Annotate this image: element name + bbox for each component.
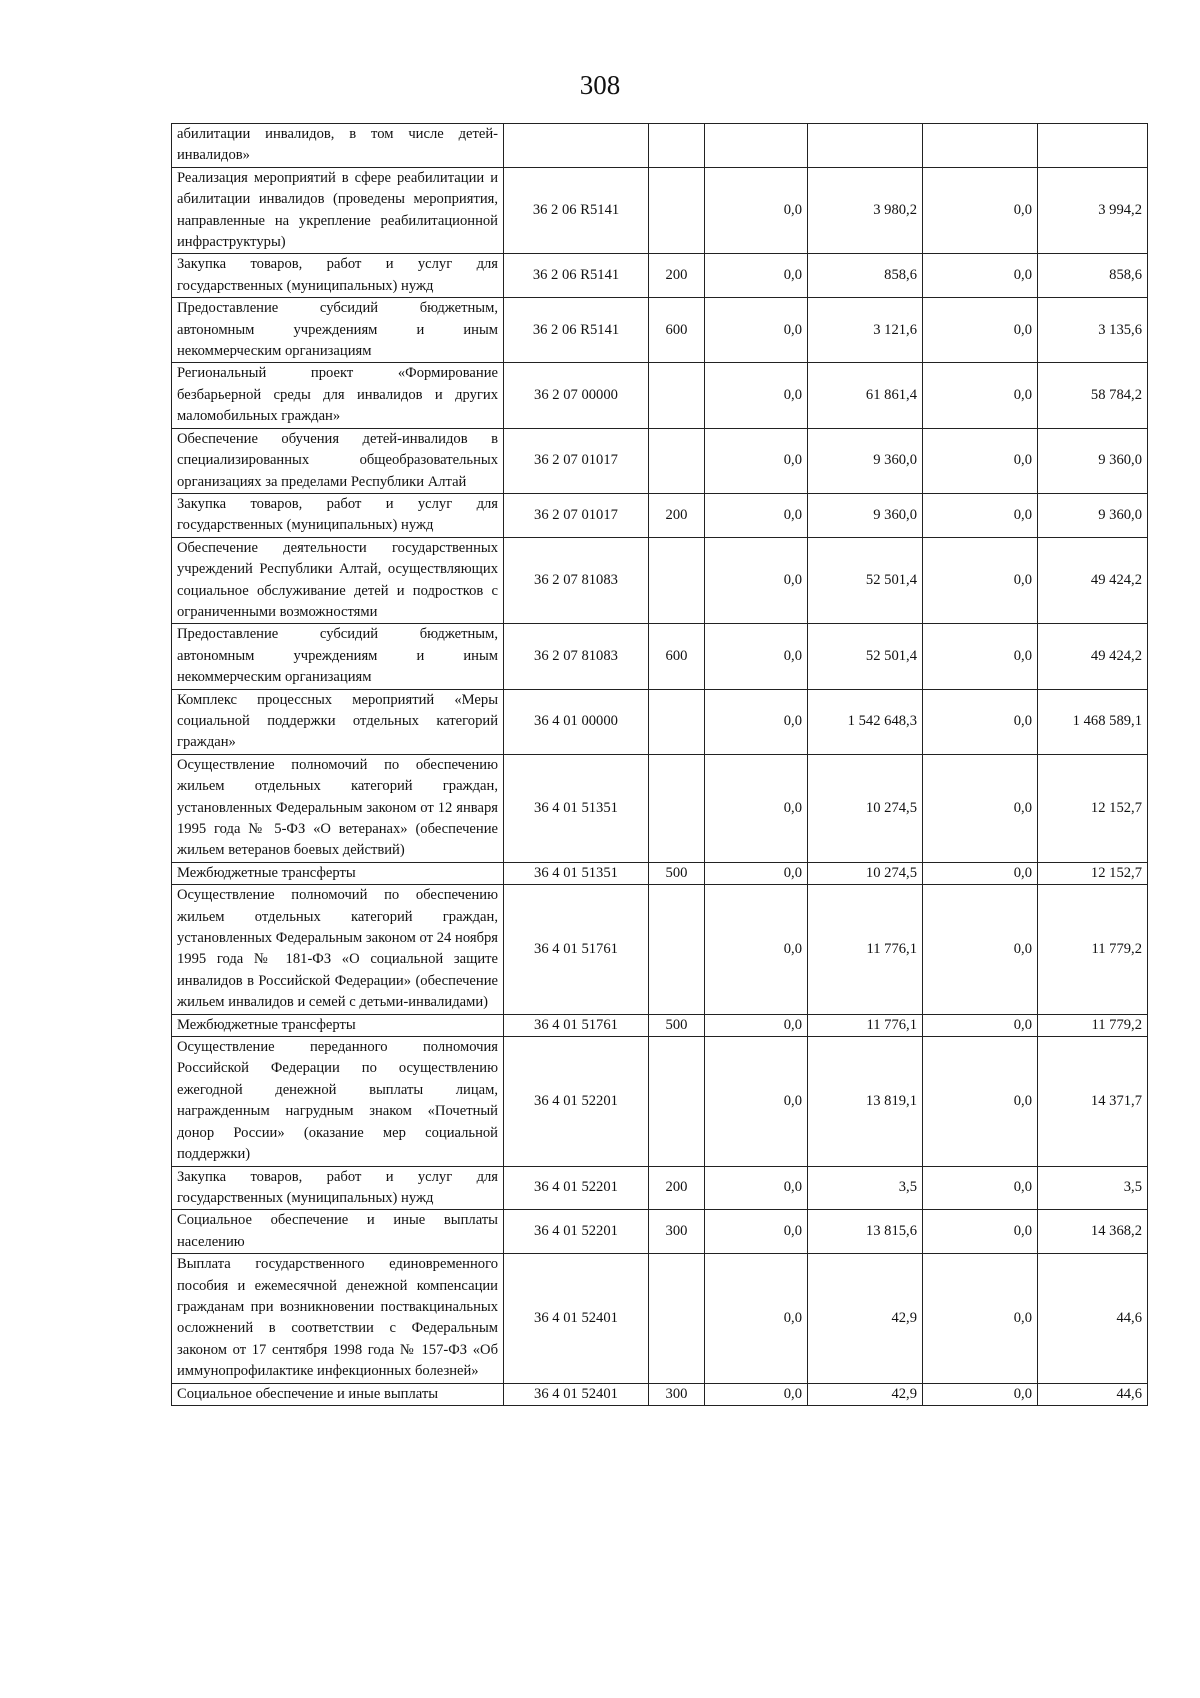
row-value-2: 9 360,0: [808, 493, 923, 537]
row-value-2: 9 360,0: [808, 428, 923, 493]
row-value-1: 0,0: [705, 885, 808, 1014]
row-name: Региональный проект «Формирование безбарьерной среды для инвалидов и других маломобильных граждан»: [172, 363, 504, 428]
row-value-2: 3 980,2: [808, 167, 923, 254]
row-name: Социальное обеспечение и иные выплаты населению: [172, 1210, 504, 1254]
row-value-2: 3 121,6: [808, 298, 923, 363]
row-value-3: 0,0: [923, 1383, 1038, 1405]
row-value-1: 0,0: [705, 1166, 808, 1210]
table-row: [172, 1210, 1148, 1254]
row-expense-type: 200: [649, 1166, 705, 1210]
row-value-4: 14 371,7: [1038, 1037, 1148, 1166]
row-code: 36 4 01 51351: [504, 754, 649, 862]
row-expense-type: 300: [649, 1210, 705, 1254]
row-value-3: 0,0: [923, 254, 1038, 298]
table-row: [172, 254, 1148, 298]
row-code: 36 4 01 52401: [504, 1383, 649, 1405]
row-value-3: 0,0: [923, 363, 1038, 428]
row-value-4: 3 994,2: [1038, 167, 1148, 254]
row-value-4: [1038, 124, 1148, 168]
row-code: 36 4 01 00000: [504, 689, 649, 754]
row-code: [504, 124, 649, 168]
row-value-1: 0,0: [705, 1383, 808, 1405]
row-value-3: 0,0: [923, 298, 1038, 363]
table-row: [172, 298, 1148, 363]
row-name: Межбюджетные трансферты: [172, 1014, 504, 1036]
row-code: 36 4 01 52201: [504, 1037, 649, 1166]
row-code: 36 2 07 00000: [504, 363, 649, 428]
row-name: Обеспечение деятельности государственных учреждений Республики Алтай, осуществляющих социальное обслуживание детей и подростков с ограниченными возможностями: [172, 537, 504, 624]
row-name: Предоставление субсидий бюджетным, автономным учреждениям и иным некоммерческим организациям: [172, 298, 504, 363]
row-expense-type: [649, 124, 705, 168]
table-row: [172, 862, 1148, 884]
budget-table: [171, 123, 1148, 1406]
row-code: 36 2 06 R5141: [504, 298, 649, 363]
row-code: 36 4 01 51761: [504, 1014, 649, 1036]
row-value-4: 3 135,6: [1038, 298, 1148, 363]
row-expense-type: [649, 363, 705, 428]
row-value-4: 49 424,2: [1038, 537, 1148, 624]
row-value-2: 10 274,5: [808, 754, 923, 862]
table-row: [172, 428, 1148, 493]
row-name: Осуществление полномочий по обеспечению жильем отдельных категорий граждан, установленных Федеральным законом от 24 ноября 1995 года № 181-ФЗ «О социальной защите инвалидов в Российской Федерации» (обеспечение жильем инвалидов и семей с детьми-инвалидами): [172, 885, 504, 1014]
row-name: Закупка товаров, работ и услуг для государственных (муниципальных) нужд: [172, 493, 504, 537]
row-name: Предоставление субсидий бюджетным, автономным учреждениям и иным некоммерческим организациям: [172, 624, 504, 689]
row-value-1: 0,0: [705, 862, 808, 884]
table-row: [172, 1166, 1148, 1210]
row-expense-type: [649, 1037, 705, 1166]
row-name: Осуществление полномочий по обеспечению жильем отдельных категорий граждан, установленных Федеральным законом от 12 января 1995 года № 5-ФЗ «О ветеранах» (обеспечение жильем ветеранов боевых действий): [172, 754, 504, 862]
row-value-3: 0,0: [923, 167, 1038, 254]
row-name: Межбюджетные трансферты: [172, 862, 504, 884]
row-value-1: 0,0: [705, 428, 808, 493]
row-code: 36 4 01 52401: [504, 1254, 649, 1383]
row-name: Реализация мероприятий в сфере реабилитации и абилитации инвалидов (проведены мероприятия, направленные на укрепление реабилитационной инфраструктуры): [172, 167, 504, 254]
table-row: [172, 624, 1148, 689]
table-row: [172, 1383, 1148, 1405]
table-row: [172, 167, 1148, 254]
row-value-3: 0,0: [923, 1166, 1038, 1210]
row-value-2: 52 501,4: [808, 624, 923, 689]
row-expense-type: [649, 689, 705, 754]
row-value-3: 0,0: [923, 1037, 1038, 1166]
row-expense-type: 600: [649, 624, 705, 689]
row-value-2: 11 776,1: [808, 1014, 923, 1036]
row-value-4: 12 152,7: [1038, 754, 1148, 862]
row-value-3: 0,0: [923, 537, 1038, 624]
table-row: [172, 689, 1148, 754]
page-number: 308: [579, 70, 621, 100]
row-value-2: 61 861,4: [808, 363, 923, 428]
row-value-3: 0,0: [923, 493, 1038, 537]
row-value-1: 0,0: [705, 537, 808, 624]
row-value-1: 0,0: [705, 754, 808, 862]
row-value-3: 0,0: [923, 885, 1038, 1014]
table-row: [172, 1254, 1148, 1383]
row-expense-type: [649, 167, 705, 254]
row-value-4: 9 360,0: [1038, 428, 1148, 493]
row-expense-type: [649, 1254, 705, 1383]
row-code: 36 4 01 52201: [504, 1210, 649, 1254]
row-value-2: 858,6: [808, 254, 923, 298]
row-name: Закупка товаров, работ и услуг для государственных (муниципальных) нужд: [172, 1166, 504, 1210]
row-value-1: 0,0: [705, 167, 808, 254]
row-value-4: 11 779,2: [1038, 885, 1148, 1014]
row-code: 36 4 01 52201: [504, 1166, 649, 1210]
row-expense-type: [649, 428, 705, 493]
row-value-2: 11 776,1: [808, 885, 923, 1014]
row-name: Закупка товаров, работ и услуг для государственных (муниципальных) нужд: [172, 254, 504, 298]
row-code: 36 2 06 R5141: [504, 254, 649, 298]
row-value-4: 3,5: [1038, 1166, 1148, 1210]
row-value-4: 49 424,2: [1038, 624, 1148, 689]
row-value-3: 0,0: [923, 689, 1038, 754]
row-expense-type: [649, 754, 705, 862]
row-value-1: 0,0: [705, 624, 808, 689]
row-value-2: 42,9: [808, 1254, 923, 1383]
row-expense-type: 500: [649, 862, 705, 884]
row-value-3: 0,0: [923, 1210, 1038, 1254]
row-name: Социальное обеспечение и иные выплаты: [172, 1383, 504, 1405]
row-value-2: 42,9: [808, 1383, 923, 1405]
row-code: 36 4 01 51761: [504, 885, 649, 1014]
row-value-2: 52 501,4: [808, 537, 923, 624]
row-value-4: 11 779,2: [1038, 1014, 1148, 1036]
table-row: [172, 885, 1148, 1014]
row-value-3: [923, 124, 1038, 168]
row-value-1: 0,0: [705, 1210, 808, 1254]
row-expense-type: 300: [649, 1383, 705, 1405]
row-code: 36 4 01 51351: [504, 862, 649, 884]
row-value-1: 0,0: [705, 1254, 808, 1383]
row-name: абилитации инвалидов, в том числе детей-инвалидов»: [172, 124, 504, 168]
row-code: 36 2 07 81083: [504, 624, 649, 689]
row-value-1: 0,0: [705, 689, 808, 754]
row-value-4: 1 468 589,1: [1038, 689, 1148, 754]
table-row: [172, 493, 1148, 537]
row-value-2: [808, 124, 923, 168]
row-value-3: 0,0: [923, 624, 1038, 689]
row-code: 36 2 06 R5141: [504, 167, 649, 254]
row-name: Осуществление переданного полномочия Российской Федерации по осуществлению ежегодной денежной выплаты лицам, награжденным нагрудным знаком «Почетный донор России» (оказание мер социальной поддержки): [172, 1037, 504, 1166]
row-value-2: 13 819,1: [808, 1037, 923, 1166]
row-expense-type: [649, 537, 705, 624]
table-row: [172, 754, 1148, 862]
row-value-1: [705, 124, 808, 168]
table-row: [172, 124, 1148, 168]
row-name: Комплекс процессных мероприятий «Меры социальной поддержки отдельных категорий граждан»: [172, 689, 504, 754]
row-name: Обеспечение обучения детей-инвалидов в специализированных общеобразовательных организациях за пределами Республики Алтай: [172, 428, 504, 493]
row-value-2: 10 274,5: [808, 862, 923, 884]
table-row: [172, 1037, 1148, 1166]
row-value-3: 0,0: [923, 754, 1038, 862]
table-row: [172, 363, 1148, 428]
row-value-1: 0,0: [705, 254, 808, 298]
row-expense-type: 200: [649, 493, 705, 537]
row-value-3: 0,0: [923, 428, 1038, 493]
row-value-1: 0,0: [705, 1014, 808, 1036]
row-value-4: 9 360,0: [1038, 493, 1148, 537]
row-value-4: 12 152,7: [1038, 862, 1148, 884]
row-expense-type: 200: [649, 254, 705, 298]
row-code: 36 2 07 01017: [504, 493, 649, 537]
row-code: 36 2 07 01017: [504, 428, 649, 493]
row-value-2: 3,5: [808, 1166, 923, 1210]
row-value-4: 44,6: [1038, 1254, 1148, 1383]
row-value-1: 0,0: [705, 1037, 808, 1166]
row-expense-type: 500: [649, 1014, 705, 1036]
row-value-1: 0,0: [705, 298, 808, 363]
row-value-2: 13 815,6: [808, 1210, 923, 1254]
row-name: Выплата государственного единовременного пособия и ежемесячной денежной компенсации гражданам при возникновении поствакцинальных осложнений в соответствии с Федеральным законом от 17 сентября 1998 года № 157-ФЗ «Об иммунопрофилактике инфекционных болезней»: [172, 1254, 504, 1383]
table-row: [172, 537, 1148, 624]
row-value-3: 0,0: [923, 1014, 1038, 1036]
row-value-2: 1 542 648,3: [808, 689, 923, 754]
row-value-1: 0,0: [705, 363, 808, 428]
row-code: 36 2 07 81083: [504, 537, 649, 624]
row-expense-type: [649, 885, 705, 1014]
table-row: [172, 1014, 1148, 1036]
row-value-3: 0,0: [923, 1254, 1038, 1383]
row-value-3: 0,0: [923, 862, 1038, 884]
row-value-4: 14 368,2: [1038, 1210, 1148, 1254]
row-value-4: 44,6: [1038, 1383, 1148, 1405]
row-expense-type: 600: [649, 298, 705, 363]
row-value-4: 858,6: [1038, 254, 1148, 298]
row-value-1: 0,0: [705, 493, 808, 537]
row-value-4: 58 784,2: [1038, 363, 1148, 428]
